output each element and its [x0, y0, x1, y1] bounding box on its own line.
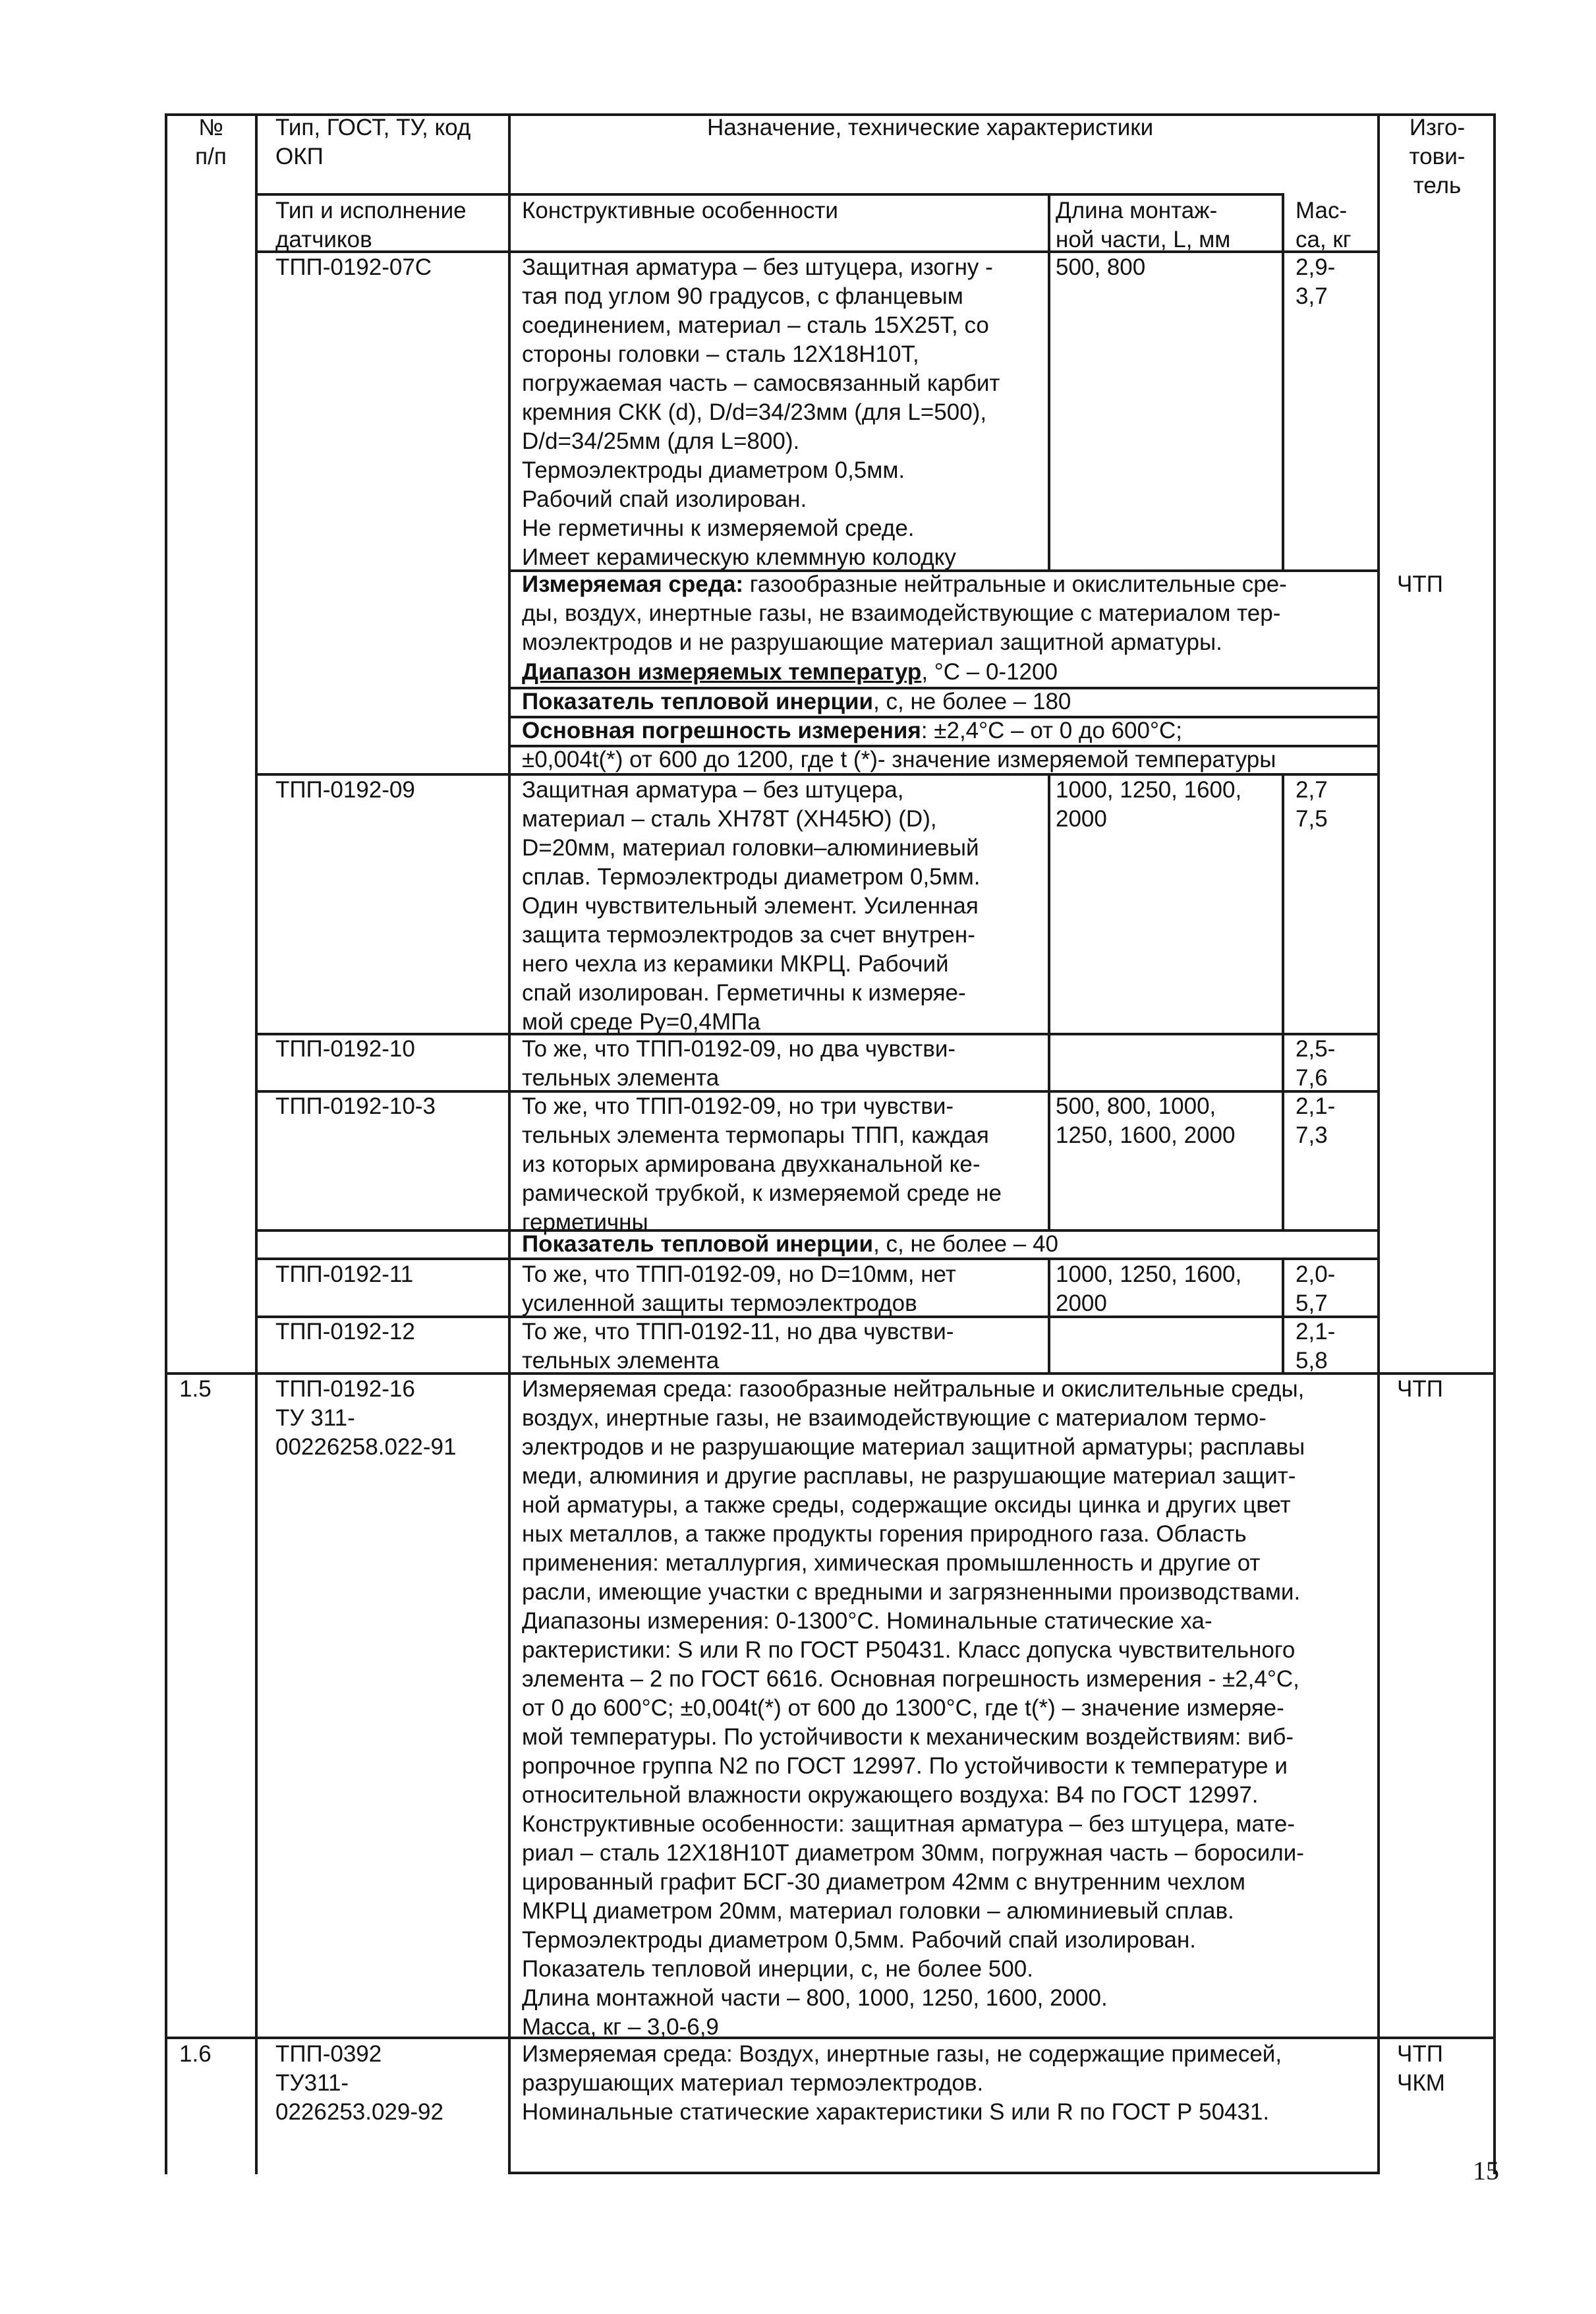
grid-line: [165, 113, 167, 2174]
common1-medium: [522, 570, 1287, 657]
common1-range-text: , °С – 0-1200: [921, 659, 1058, 685]
row-10-design: То же, что ТПП-0192-09, но два чувстви- тельных элемента: [522, 1036, 956, 1091]
row-07c-design: Защитная арматура – без штуцера, изогну - тая под углом 90 градусов, с фланцевым соединением, материал – сталь 15Х25Т, со стороны головки – сталь 12Х18Н10Т, погружаемая часть – самосвязанный карбит кремния СКК (d), D/d=34/23мм (для L=500), D/d=34/25мм (для L=800). Термоэлектроды диаметром 0,5мм. Рабочий спай изолирован. Не герметичны к измеряемой среде. Имеет керамическую клеммную колодку: [522, 254, 1000, 570]
row-16-num: 1.6: [179, 2041, 212, 2067]
row-10-3-design: То же, что ТПП-0192-09, но три чувстви- тельных элемента термопары ТПП, каждая из которых армирована двухканальной ке- рамической трубкой, к измеряемой среде не герметичны: [522, 1093, 1002, 1235]
common1-error-text: : ±2,4°С – от 0 до 600°С;: [921, 718, 1182, 743]
common2-inertia: [522, 1230, 1058, 1259]
grid-line: [508, 2172, 1377, 2174]
row-12-design: То же, что ТПП-0192-11, но два чувстви- тельных элемента: [522, 1319, 954, 1374]
header-num: № п/п: [195, 115, 227, 169]
row-12-type: ТПП-0192-12: [275, 1319, 415, 1345]
common2-inertia-label: Показатель тепловой инерции: [522, 1231, 874, 1257]
row-10-type: ТПП-0192-10: [275, 1036, 415, 1062]
header-type: Тип, ГОСТ, ТУ, код ОКП: [275, 115, 471, 169]
row-15-maker: ЧТП: [1397, 1376, 1443, 1402]
common1-medium-label: Измеряемая среда:: [522, 571, 744, 597]
common1-range: [522, 658, 1058, 687]
row-07c-mass: 2,9- 3,7: [1296, 254, 1336, 309]
header-length: Длина монтаж- ной части, L, мм: [1056, 198, 1231, 252]
row-07c-length: 500, 800: [1056, 254, 1146, 280]
grid-line: [255, 113, 258, 2174]
header-purpose: Назначение, технические характеристики: [707, 115, 1154, 140]
header-maker: Изго- тови- тель: [1409, 115, 1466, 198]
row-16-maker: ЧТП ЧКМ: [1397, 2041, 1445, 2096]
row-16-type: ТПП-0392 ТУ311- 0226253.029-92: [275, 2041, 443, 2125]
grid-line: [508, 113, 511, 2174]
header-mass: Мас- са, кг: [1296, 198, 1352, 252]
common1-range-label: Диапазон измеряемых температур: [522, 659, 922, 685]
common1-error: [522, 716, 1182, 745]
row-07c-type: ТПП-0192-07С: [275, 254, 432, 280]
row-11-design: То же, что ТПП-0192-09, но D=10мм, нет усиленной защиты термоэлектродов: [522, 1261, 956, 1316]
common1-inertia-text: , с, не более – 180: [873, 689, 1071, 714]
common1-maker: ЧТП: [1397, 571, 1443, 597]
grid-line: [255, 193, 1284, 196]
common1-inertia-label: Показатель тепловой инерции: [522, 689, 874, 714]
common1-medium-text: газообразные нейтральные и окислительные сре- ды, воздух, инертные газы, не взаимодействующие с материалом тер- моэлектродов и не разрушающие материал защитной арматуры.: [522, 571, 1287, 655]
grid-line: [1048, 774, 1050, 1230]
row-09-design: Защитная арматура – без штуцера, материал – сталь ХН78Т (ХН45Ю) (D), D=20мм, материал головки–алюминиевый сплав. Термоэлектроды диаметром 0,5мм. Один чувствительный элемент. Усиленная защита термоэлектродов за счет внутрен- него чехла из керамики МКРЦ. Рабочий спай изолирован. Герметичны к измеряе- мой среде Ру=0,4МПа: [522, 777, 981, 1035]
row-15-num: 1.5: [179, 1376, 212, 1402]
common2-inertia-text: , с, не более – 40: [873, 1231, 1058, 1257]
grid-line: [1493, 113, 1496, 2174]
row-10-mass: 2,5- 7,6: [1296, 1036, 1336, 1091]
row-11-length: 1000, 1250, 1600, 2000: [1056, 1261, 1242, 1316]
grid-line: [1282, 774, 1284, 1230]
header-design: Конструктивные особенности: [522, 198, 838, 223]
row-15-type: ТПП-0192-16 ТУ 311- 00226258.022-91: [275, 1376, 457, 1460]
page-number: 15: [1473, 2156, 1499, 2185]
row-10-3-length: 500, 800, 1000, 1250, 1600, 2000: [1056, 1093, 1236, 1148]
row-09-mass: 2,7 7,5: [1296, 777, 1328, 832]
row-12-mass: 2,1- 5,8: [1296, 1319, 1336, 1374]
row-10-3-mass: 2,1- 7,3: [1296, 1093, 1336, 1148]
row-15-text: Измеряемая среда: газообразные нейтральные и окислительные среды, воздух, инертные газы, не взаимодействующие с материалом термо- электродов и не разрушающие материал защитной арматуры; расплавы меди, алюминия и другие расплавы, не разрушающие материал защит- ной арматуры, а также среды, содержащие оксиды цинка и других цвет ных металлов, а также продукты горения природного газа. Область применения: металлургия, химическая промышленность и другие от расли, имеющие участки с вредными и загрязненными производствами. Диапазоны измерения: 0-1300°С. Номинальные статические ха- рактеристики: S или R по ГОСТ Р50431. Класс допуска чувствительного элемента – 2 по ГОСТ 6616. Основная погрешность измерения - ±2,4°С, от 0 до 600°С; ±0,004t(*) от 600 до 1300°С, где t(*) – значение измеряе- мой температуры. По устойчивости к механическим воздействиям: виб- ропрочное группа N2 по ГОСТ 12997. По устойчивости к температуре и относительной влажности окружающего воздуха: В4 по ГОСТ 12997. Конструктивные особенности: защитная арматура – без штуцера, мате- риал – сталь 12Х18Н10Т диаметром 30мм, погружная часть – боросили- цированный графит БСГ-30 диаметром 42мм с внутренним чехлом МКРЦ диаметром 20мм, материал головки – алюминиевый сплав. Термоэлектроды диаметром 0,5мм. Рабочий спай изолирован. Показатель тепловой инерции, с, не более 500. Длина монтажной части – 800, 1000, 1250, 1600, 2000. Масса, кг – 3,0-6,9: [522, 1376, 1305, 2040]
row-16-text: Измеряемая среда: Воздух, инертные газы, не содержащие примесей, разрушающих материал термоэлектродов. Номинальные статические характеристики S или R по ГОСТ Р 50431.: [522, 2041, 1282, 2125]
common1-error-label: Основная погрешность измерения: [522, 718, 921, 743]
common1-error-2: ±0,004t(*) от 600 до 1200, где t (*)- значение измеряемой температуры: [522, 747, 1276, 772]
row-09-type: ТПП-0192-09: [275, 777, 415, 803]
common1-inertia: [522, 687, 1071, 716]
row-09-length: 1000, 1250, 1600, 2000: [1056, 777, 1242, 832]
grid-line: [1377, 113, 1380, 2174]
row-11-mass: 2,0- 5,7: [1296, 1261, 1336, 1316]
row-10-3-type: ТПП-0192-10-3: [275, 1093, 436, 1119]
header-sensor-type: Тип и исполнение датчиков: [275, 198, 467, 252]
row-11-type: ТПП-0192-11: [275, 1261, 414, 1287]
